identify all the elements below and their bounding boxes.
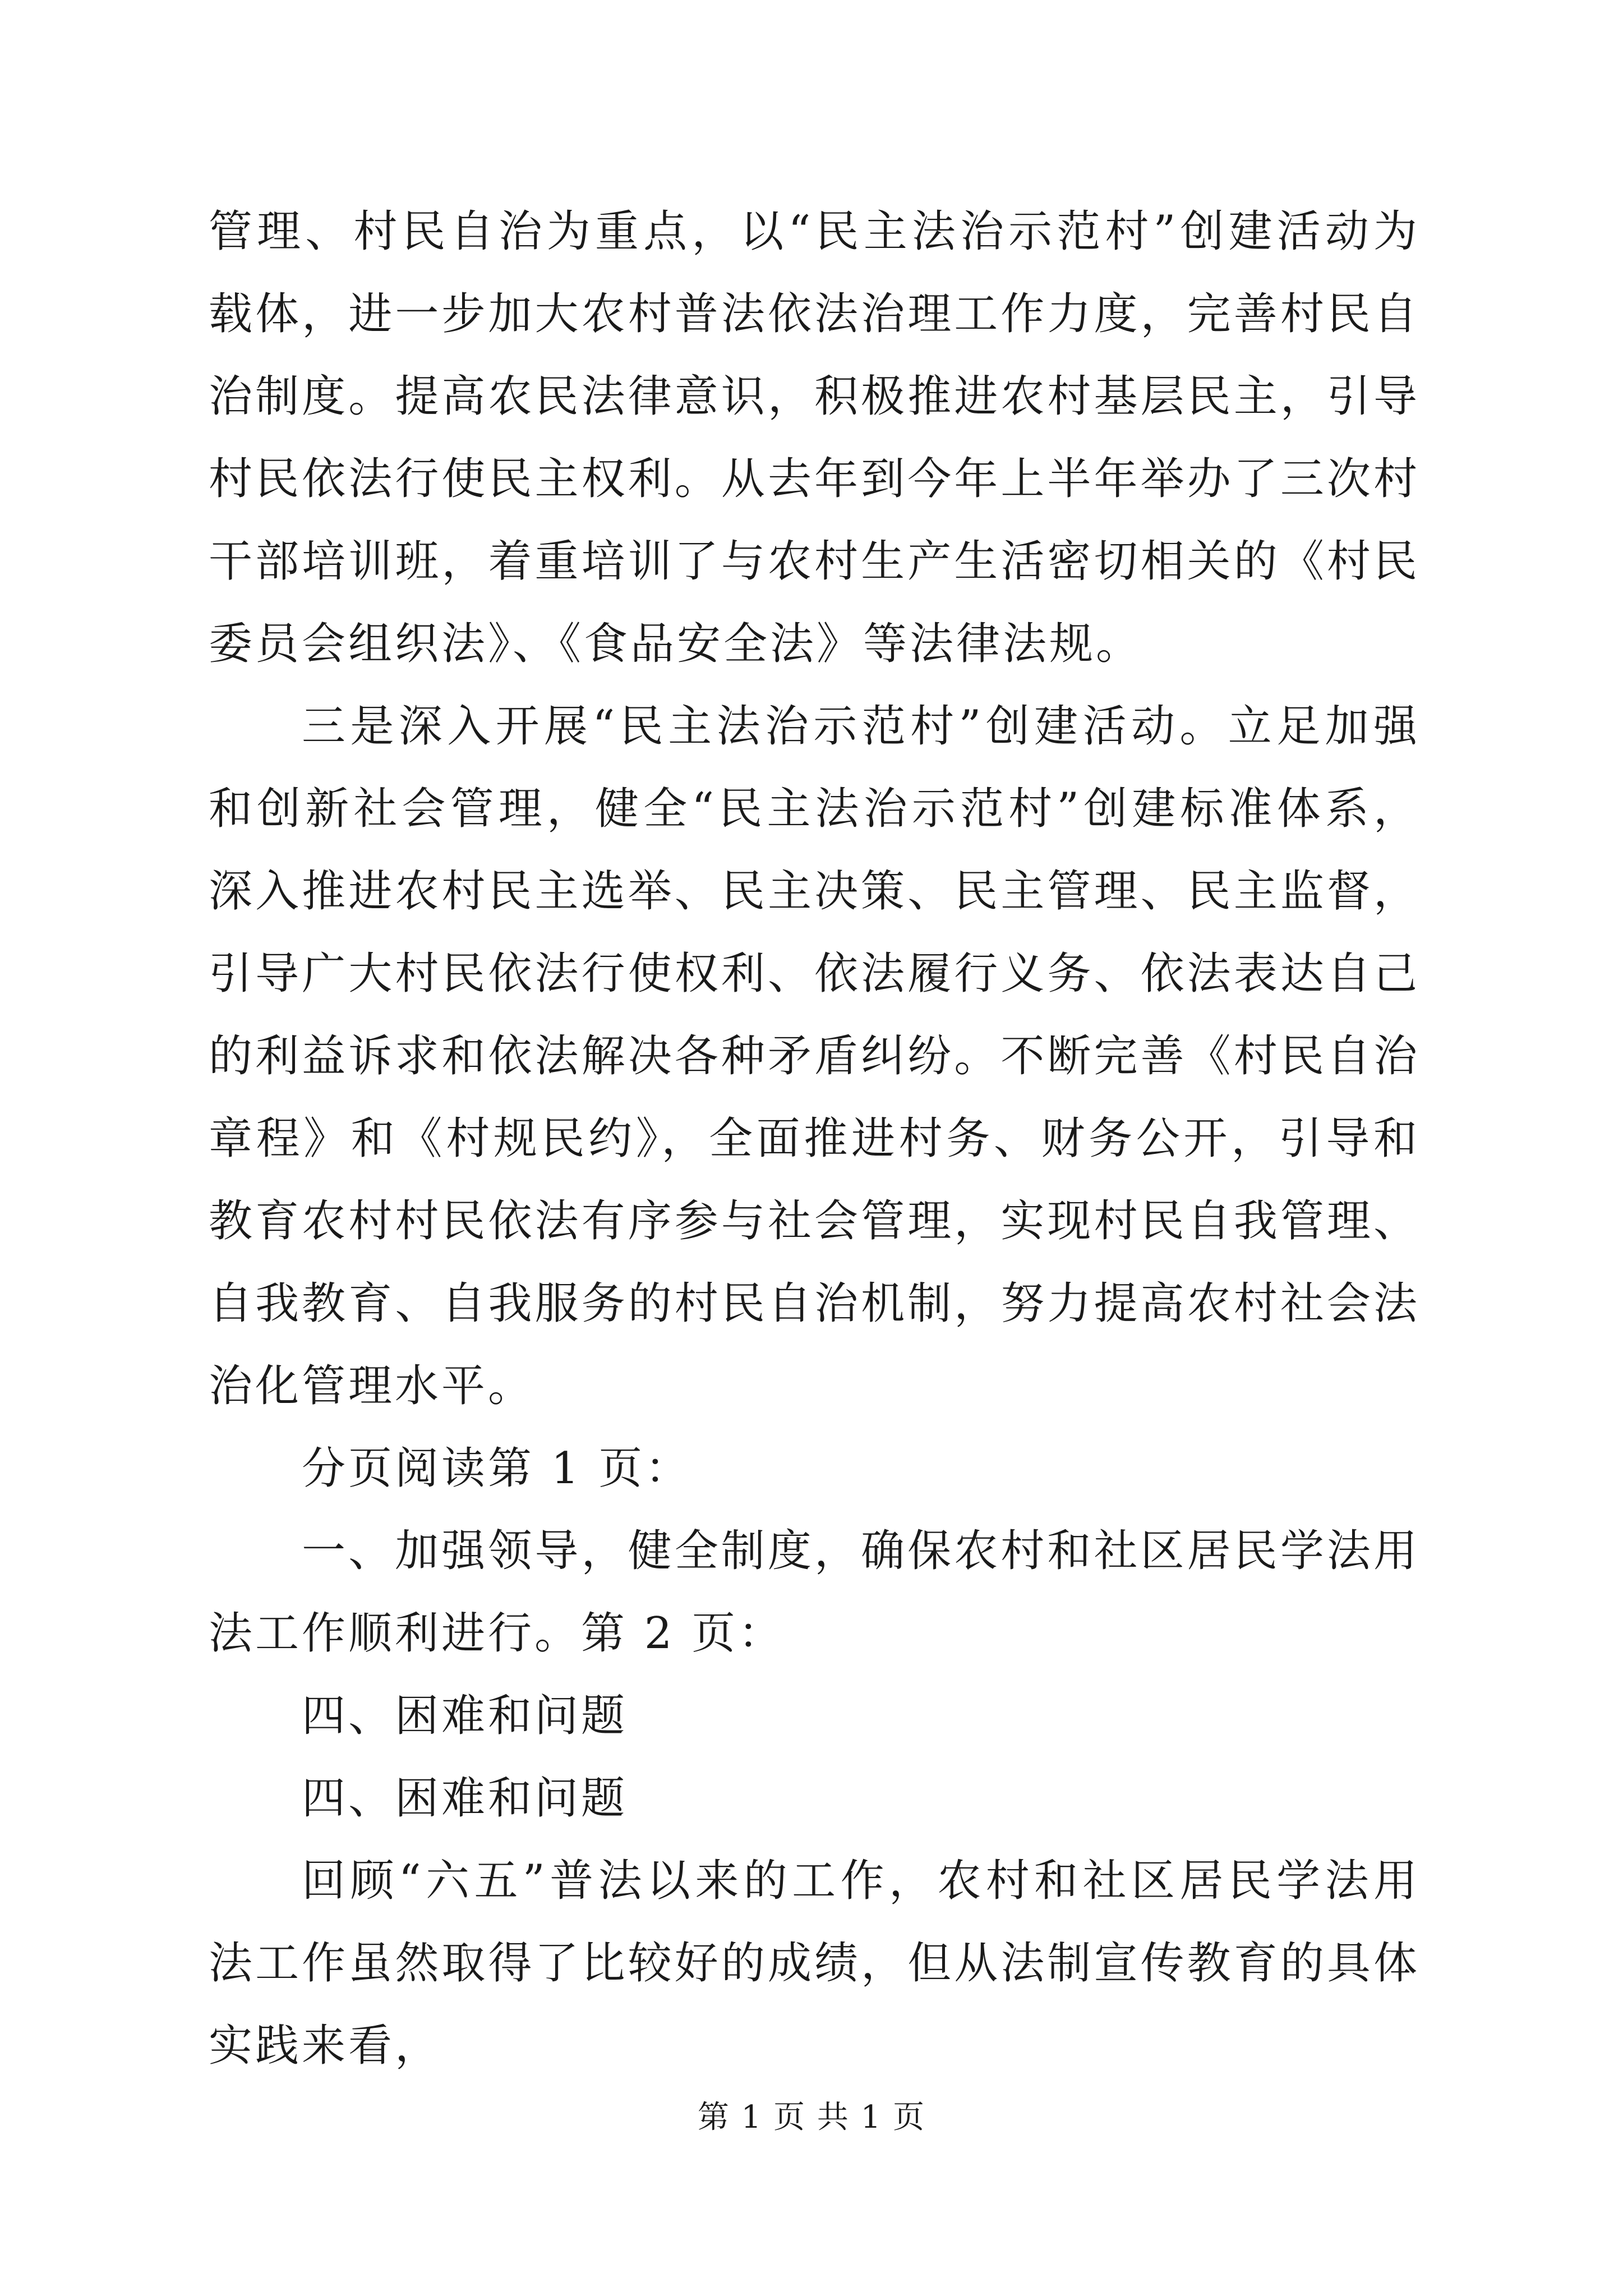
- page-footer: 第 1 页 共 1 页: [697, 2099, 926, 2136]
- paragraph-continuation: 管理、村民自治为重点，以“民主法治示范村”创建活动为载体，进一步加大农村普法依法治理工作力度，完善村民自治制度。提高农民法律意识，积极推进农村基层民主，引导村民依法行使民主权利。从去年到今年上半年举办了三次村干部培训班，着重培训了与农村生产生活密切相关的《村民委员会组织法》、《食品安全法》等法律法规。: [209, 206, 1420, 669]
- paragraph-review: 回顾“六五”普法以来的工作，农村和社区居民学法用法工作虽然取得了比较好的成绩，但从法制宣传教育的具体实践来看，: [209, 1856, 1420, 2071]
- paragraph-section-four-heading-repeat: 四、困难和问题: [302, 1773, 628, 1824]
- paragraph-section-three: 三是深入开展“民主法治示范村”创建活动。立足加强和创新社会管理，健全“民主法治示范村”创建标准体系，深入推进农村民主选举、民主决策、民主管理、民主监督，引导广大村民依法行使权利、依法履行义务、依法表达自己的利益诉求和依法解决各种矛盾纠纷。不断完善《村民自治章程》和《村规民约》，全面推进村务、财务公开，引导和教育农村村民依法有序参与社会管理，实现村民自我管理、自我教育、自我服务的村民自治机制，努力提高农村社会法治化管理水平。: [209, 701, 1420, 1411]
- paragraph-section-one-heading: 一、加强领导，健全制度，确保农村和社区居民学法用法工作顺利进行。第 2 页：: [209, 1526, 1420, 1659]
- paragraph-section-four-heading: 四、困难和问题: [302, 1691, 628, 1741]
- paragraph-page-nav-1: 分页阅读第 1 页：: [302, 1443, 692, 1494]
- document-body: [209, 191, 1420, 2087]
